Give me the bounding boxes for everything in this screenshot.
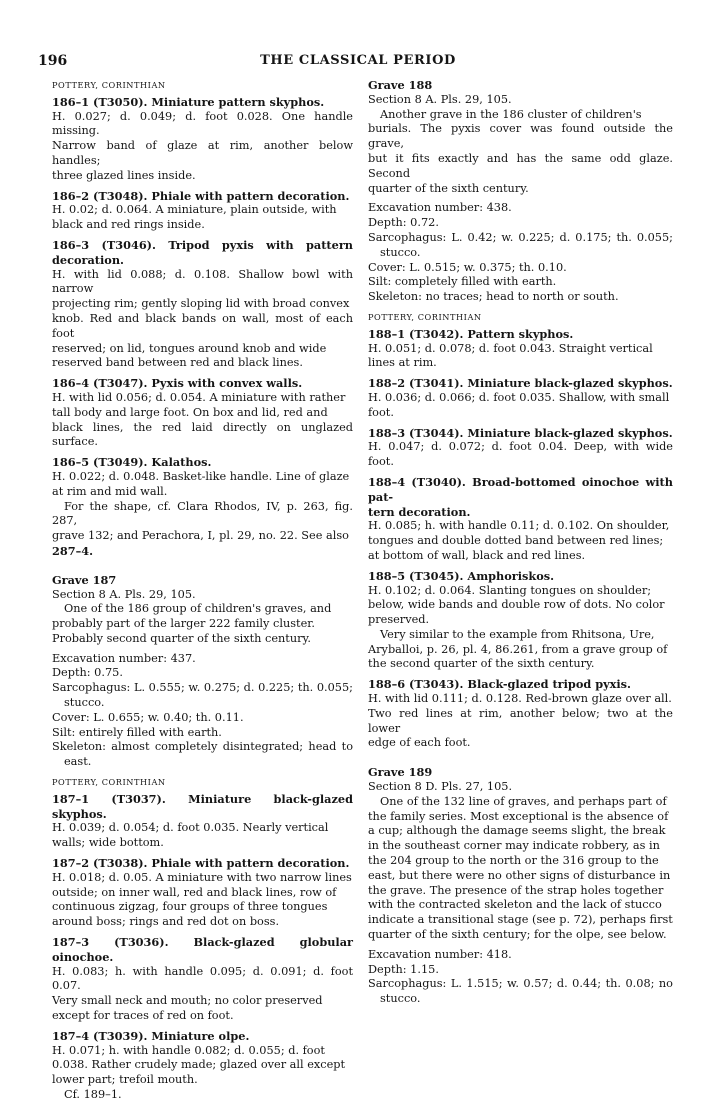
skeleton: Skeleton: almost completely disintegrated; head to east.	[52, 740, 353, 769]
text-line: H. with lid 0.111; d. 0.128. Red-brown glaze over all.	[368, 692, 672, 706]
text-line: Aryballoi, p. 26, pl. 4, 86.261, from a grave group of	[368, 642, 668, 656]
text-line: H. 0.018; d. 0.05. A miniature with two narrow lines	[52, 870, 352, 884]
entry-title: 187–2 (T3038). Phiale with pattern decoration.	[52, 856, 350, 871]
text-line: H. with lid 0.088; d. 0.108. Shallow bowl with narrow	[52, 267, 353, 296]
text-line: H. 0.083; h. with handle 0.095; d. 0.091; d. foot 0.07.	[52, 964, 353, 993]
text-line: Narrow band of glaze at rim, another below handles;	[52, 139, 353, 167]
text-line: the family series. Most exceptional is the absence of	[368, 809, 669, 823]
excavation-number: Excavation number: 437.	[52, 651, 196, 665]
text-line: tongues and double dotted band between red lines;	[368, 534, 664, 548]
text-line: continuous zigzag, four groups of three tongues	[52, 900, 328, 914]
catalog-entry-187-3	[52, 935, 353, 1024]
text-line: walls; wide bottom.	[52, 836, 164, 850]
text-line: east, but there were no other signs of disturbance in	[368, 868, 671, 882]
text-line: lines at rim.	[368, 356, 437, 370]
text-line: H. 0.022; d. 0.048. Basket-like handle. Line of glaze	[52, 469, 350, 483]
page-number: 196	[38, 53, 68, 69]
text-line: around boss; rings and red dot on boss.	[52, 915, 280, 929]
text-line: three glazed lines inside.	[52, 168, 196, 182]
catalog-entry-188-5	[368, 569, 673, 673]
text-line: quarter of the sixth century.	[368, 181, 529, 195]
entry-title: 186–3 (T3046). Tripod pyxis with pattern decoration.	[52, 237, 353, 267]
entry-title: 188–4 (T3040). Broad-bottomed oinochoe with pat-	[368, 474, 673, 504]
text-line: reserved; on lid, tongues around knob and wide	[52, 341, 327, 355]
entry-title: 188–6 (T3043). Black-glazed tripod pyxis.	[368, 677, 631, 692]
text-line: the 204 group to the north or the 316 group to the	[368, 854, 659, 868]
section-reference: Section 8 A. Pls. 29, 105.	[52, 587, 196, 601]
entry-title: 188–5 (T3045). Amphoriskos.	[368, 568, 555, 583]
text-line: knob. Red and black bands on wall, most of each foot	[52, 311, 353, 340]
text-line: Probably second quarter of the sixth century.	[52, 631, 311, 645]
grave-heading: Grave 188	[368, 78, 433, 92]
entry-title: 186–1 (T3050). Miniature pattern skyphos.	[52, 94, 325, 109]
text-line: Another grave in the 186 cluster of children's	[380, 107, 642, 121]
text-line: Cf. 189–1.	[64, 1088, 122, 1101]
catalog-entry-187-1	[52, 792, 353, 851]
entry-title: 188–3 (T3044). Miniature black-glazed skyphos.	[368, 425, 673, 440]
text-line: at bottom of wall, black and red lines.	[368, 548, 586, 562]
depth: Depth: 0.72.	[368, 216, 439, 230]
entry-title: 186–5 (T3049). Kalathos.	[52, 455, 212, 470]
text-line: H. 0.047; d. 0.072; d. foot 0.04. Deep, with wide foot.	[368, 440, 673, 469]
entry-title: 188–2 (T3041). Miniature black-glazed skyphos.	[368, 376, 673, 391]
cover: Cover: L. 0.655; w. 0.40; th. 0.11.	[52, 710, 244, 724]
text-line: projecting rim; gently sloping lid with broad convex	[52, 297, 350, 311]
grave-heading: Grave 189	[368, 765, 433, 780]
text-line: but it fits exactly and has the same odd glaze. Second	[368, 151, 673, 180]
text-line: a cup; although the damage seems slight, the break	[368, 824, 666, 838]
section-label: POTTERY, CORINTHIAN	[52, 80, 166, 90]
text-line: H. 0.102; d. 0.064. Slanting tongues on shoulder;	[368, 583, 652, 597]
section-label: POTTERY, CORINTHIAN	[52, 777, 166, 788]
sarcophagus: Sarcophagus: L. 0.42; w. 0.225; d. 0.175; th. 0.055; stucco.	[368, 230, 673, 259]
excavation-number: Excavation number: 418.	[368, 947, 512, 961]
catalog-entry-188-1	[368, 327, 673, 371]
text-line: 0.038. Rather crudely made; glazed over all except	[52, 1058, 346, 1072]
running-title: THE CLASSICAL PERIOD	[260, 53, 456, 68]
catalog-entry-187-4	[52, 1029, 353, 1103]
excavation-number: Excavation number: 438.	[368, 201, 512, 215]
silt: Silt: completely filled with earth.	[368, 275, 557, 289]
text-line: black and red rings inside.	[52, 218, 205, 232]
catalog-entry-188-2	[368, 376, 673, 420]
text-line: reserved band between red and black lines.	[52, 356, 303, 370]
text-line: One of the 132 line of graves, and perhaps part of	[380, 794, 667, 808]
left-column	[52, 78, 353, 1103]
text-line: burials. The pyxis cover was found outside the grave,	[368, 122, 673, 151]
catalog-entry-186-5	[52, 455, 353, 559]
text-line: black lines, the red laid directly on unglazed surface.	[52, 420, 353, 449]
text-line: H. 0.085; h. with handle 0.11; d. 0.102. On shoulder,	[368, 519, 670, 533]
text-line: H. 0.027; d. 0.049; d. foot 0.028. One handle missing.	[52, 109, 353, 138]
text-line: preserved.	[368, 613, 430, 627]
text-line: in the southeast corner may indicate robbery, as in	[368, 839, 660, 853]
text-line: at rim and mid wall.	[52, 484, 168, 498]
silt: Silt: entirely filled with earth.	[52, 725, 222, 739]
depth: Depth: 0.75.	[52, 666, 123, 680]
cover: Cover: L. 0.515; w. 0.375; th. 0.10.	[368, 260, 567, 274]
text-line: H. 0.071; h. with handle 0.082; d. 0.055; d. foot	[52, 1043, 325, 1057]
text-line: Very small neck and mouth; no color preserved	[52, 994, 323, 1008]
text-line: H. with lid 0.056; d. 0.054. A miniature with rather	[52, 390, 346, 404]
text-line: quarter of the sixth century; for the olpe, see below.	[368, 928, 667, 942]
catalog-entry-187-2	[52, 856, 353, 930]
text-line: 287–4.	[52, 543, 94, 558]
text-line: H. 0.036; d. 0.066; d. foot 0.035. Shallow, with small	[368, 390, 670, 404]
text-line: the grave. The presence of the strap holes together	[368, 883, 664, 897]
entry-title: 186–4 (T3047). Pyxis with convex walls.	[52, 376, 303, 391]
text-line: H. 0.039; d. 0.054; d. foot 0.035. Nearly vertical	[52, 821, 329, 835]
catalog-entry-186-1	[52, 95, 353, 184]
entry-title-continued: tern decoration.	[368, 504, 471, 519]
catalog-entry-186-2	[52, 189, 353, 233]
entry-title: 186–2 (T3048). Phiale with pattern decoration.	[52, 188, 350, 203]
right-column	[368, 78, 673, 1007]
entry-title: 188–1 (T3042). Pattern skyphos.	[368, 326, 574, 341]
section-reference: Section 8 A. Pls. 29, 105.	[368, 92, 512, 106]
text-line: tall body and large foot. On box and lid, red and	[52, 405, 328, 419]
text-line: For the shape, cf. Clara Rhodos, IV, p. 263, fig. 287,	[52, 499, 353, 528]
text-line: edge of each foot.	[368, 736, 471, 750]
sarcophagus: Sarcophagus: L. 0.555; w. 0.275; d. 0.225; th. 0.055; stucco.	[52, 681, 353, 710]
catalog-entry-186-4	[52, 376, 353, 450]
text-line: the second quarter of the sixth century.	[368, 657, 595, 671]
text-line: below, wide bands and double row of dots. No color	[368, 598, 665, 612]
depth: Depth: 1.15.	[368, 962, 439, 976]
entry-title: 187–4 (T3039). Miniature olpe.	[52, 1028, 250, 1043]
text-line: except for traces of red on foot.	[52, 1009, 234, 1023]
sarcophagus: Sarcophagus: L. 1.515; w. 0.57; d. 0.44; th. 0.08; no stucco.	[368, 977, 673, 1006]
text-line: lower part; trefoil mouth.	[52, 1073, 198, 1087]
text-line: H. 0.02; d. 0.064. A miniature, plain outside, with	[52, 203, 337, 217]
catalog-entry-188-3	[368, 426, 673, 470]
entry-title: 187–1 (T3037). Miniature black-glazed skyphos.	[52, 791, 353, 821]
grave-heading: Grave 187	[52, 572, 117, 587]
text-line: Very similar to the example from Rhitsona, Ure,	[380, 627, 655, 641]
catalog-entry-188-4	[368, 475, 673, 564]
text-line: foot.	[368, 405, 394, 419]
text-line: H. 0.051; d. 0.078; d. foot 0.043. Straight vertical	[368, 341, 653, 355]
text-line: with the contracted skeleton and the lack of stucco	[368, 898, 662, 912]
text-line: probably part of the larger 222 family cluster.	[52, 617, 316, 631]
text-line: One of the 186 group of children's graves, and	[64, 602, 332, 616]
skeleton: Skeleton: no traces; head to north or south.	[368, 290, 619, 304]
entry-title: 187–3 (T3036). Black-glazed globular oinochoe.	[52, 935, 353, 964]
text-line: indicate a transitional stage (see p. 72), perhaps first	[368, 913, 673, 927]
catalog-entry-186-3	[52, 238, 353, 371]
section-label: POTTERY, CORINTHIAN	[368, 311, 482, 322]
section-reference: Section 8 D. Pls. 27, 105.	[368, 780, 513, 794]
page-header	[38, 53, 678, 73]
catalog-entry-188-6	[368, 677, 673, 751]
text-line: Two red lines at rim, another below; two at the lower	[368, 706, 673, 735]
text-line: outside; on inner wall, red and black lines, row of	[52, 885, 337, 899]
text-line: grave 132; and Perachora, I, pl. 29, no. 22. See also	[52, 529, 349, 543]
